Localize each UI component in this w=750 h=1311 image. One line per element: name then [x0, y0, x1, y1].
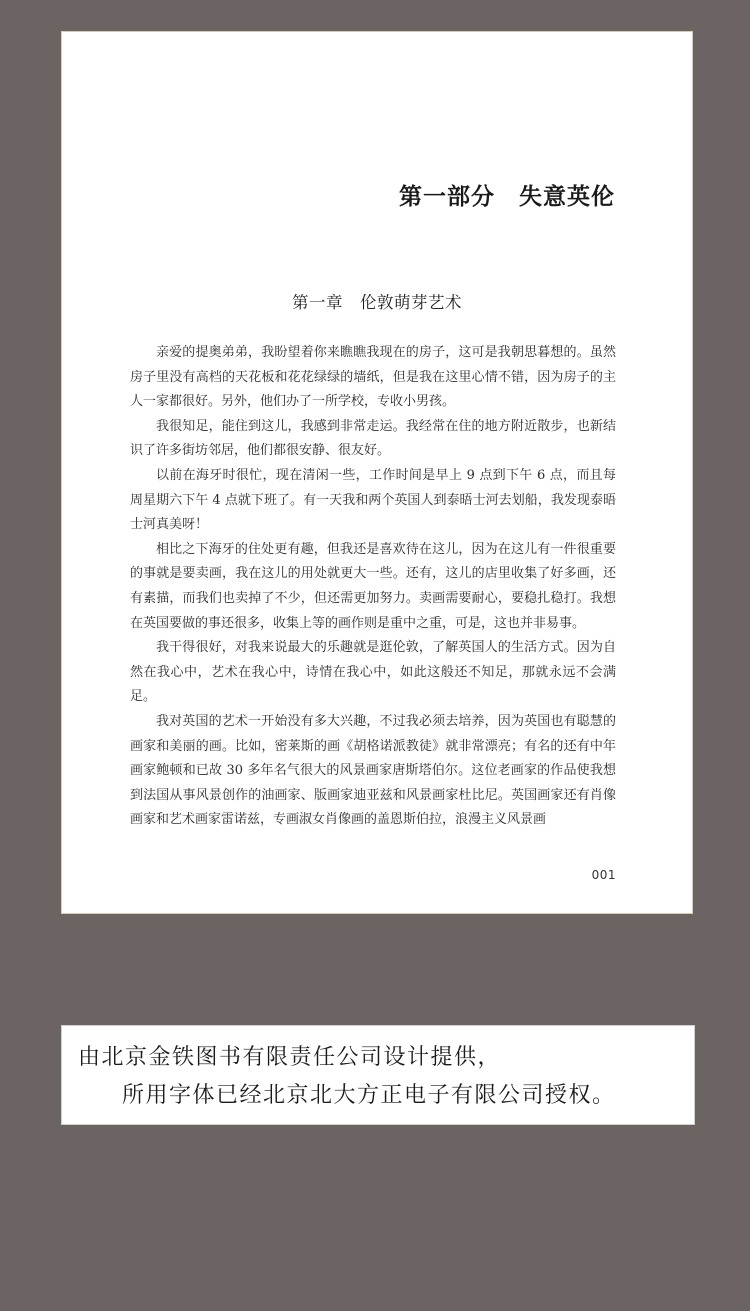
- paragraph: 以前在海牙时很忙，现在清闲一些，工作时间是早上 9 点到下午 6 点，而且每周星期六下午 4 点就下班了。有一天我和两个英国人到泰晤士河去划船，我发现泰晤士河真美呀！: [130, 467, 616, 533]
- notice-line-2: 所用字体已经北京北大方正电子有限公司授权。: [122, 1083, 616, 1108]
- page-number: 001: [591, 868, 616, 882]
- copyright-notice: [61, 1025, 695, 1125]
- book-page: [61, 31, 693, 914]
- paragraph: 我对英国的艺术一开始没有多大兴趣，不过我必须去培养，因为英国也有聪慧的画家和美丽的画。比如，密莱斯的画《胡格诺派教徒》就非常漂亮；有名的还有中年画家鲍顿和已故 30 多年名气很大的风景画家唐斯塔伯尔。这位老画家的作品使我想到法国从事风景创作的油画家、版画家迪亚兹和风景画家杜比尼。英国画家还有肖像画家和艺术画家雷诺兹，专画淑女肖像画的盖恩斯伯拉，浪漫主义风景画: [130, 713, 616, 828]
- notice-line-1: 由北京金铁图书有限责任公司设计提供，: [78, 1045, 502, 1070]
- part-title: 第一部分 失意英伦: [399, 183, 615, 210]
- paragraph: 我很知足，能住到这儿，我感到非常走运。我经常在住的地方附近散步，也新结识了许多街坊邻居，他们都很安静、很友好。: [130, 418, 616, 459]
- paragraph: 亲爱的提奥弟弟，我盼望着你来瞧瞧我现在的房子，这可是我朝思暮想的。虽然房子里没有高档的天花板和花花绿绿的墙纸，但是我在这里心情不错，因为房子的主人一家都很好。另外，他们办了一所学校，专收小男孩。: [130, 345, 616, 410]
- paragraph: 相比之下海牙的住处更有趣，但我还是喜欢待在这儿，因为在这儿有一件很重要的事就是要卖画，我在这儿的用处就更大一些。还有，这儿的店里收集了好多画，还有素描，而我们也卖掉了不少，但还需更加努力。卖画需要耐心，要稳扎稳打。我想在英国要做的事还很多，收集上等的画作则是重中之重，可是，这也并非易事。: [130, 541, 616, 631]
- body-text: [130, 341, 616, 833]
- paragraph: 我干得很好，对我来说最大的乐趣就是逛伦敦，了解英国人的生活方式。因为自然在我心中，艺术在我心中，诗情在我心中，如此这般还不知足，那就永远不会满足。: [130, 640, 616, 705]
- chapter-title: 第一章 伦敦萌芽艺术: [292, 293, 462, 312]
